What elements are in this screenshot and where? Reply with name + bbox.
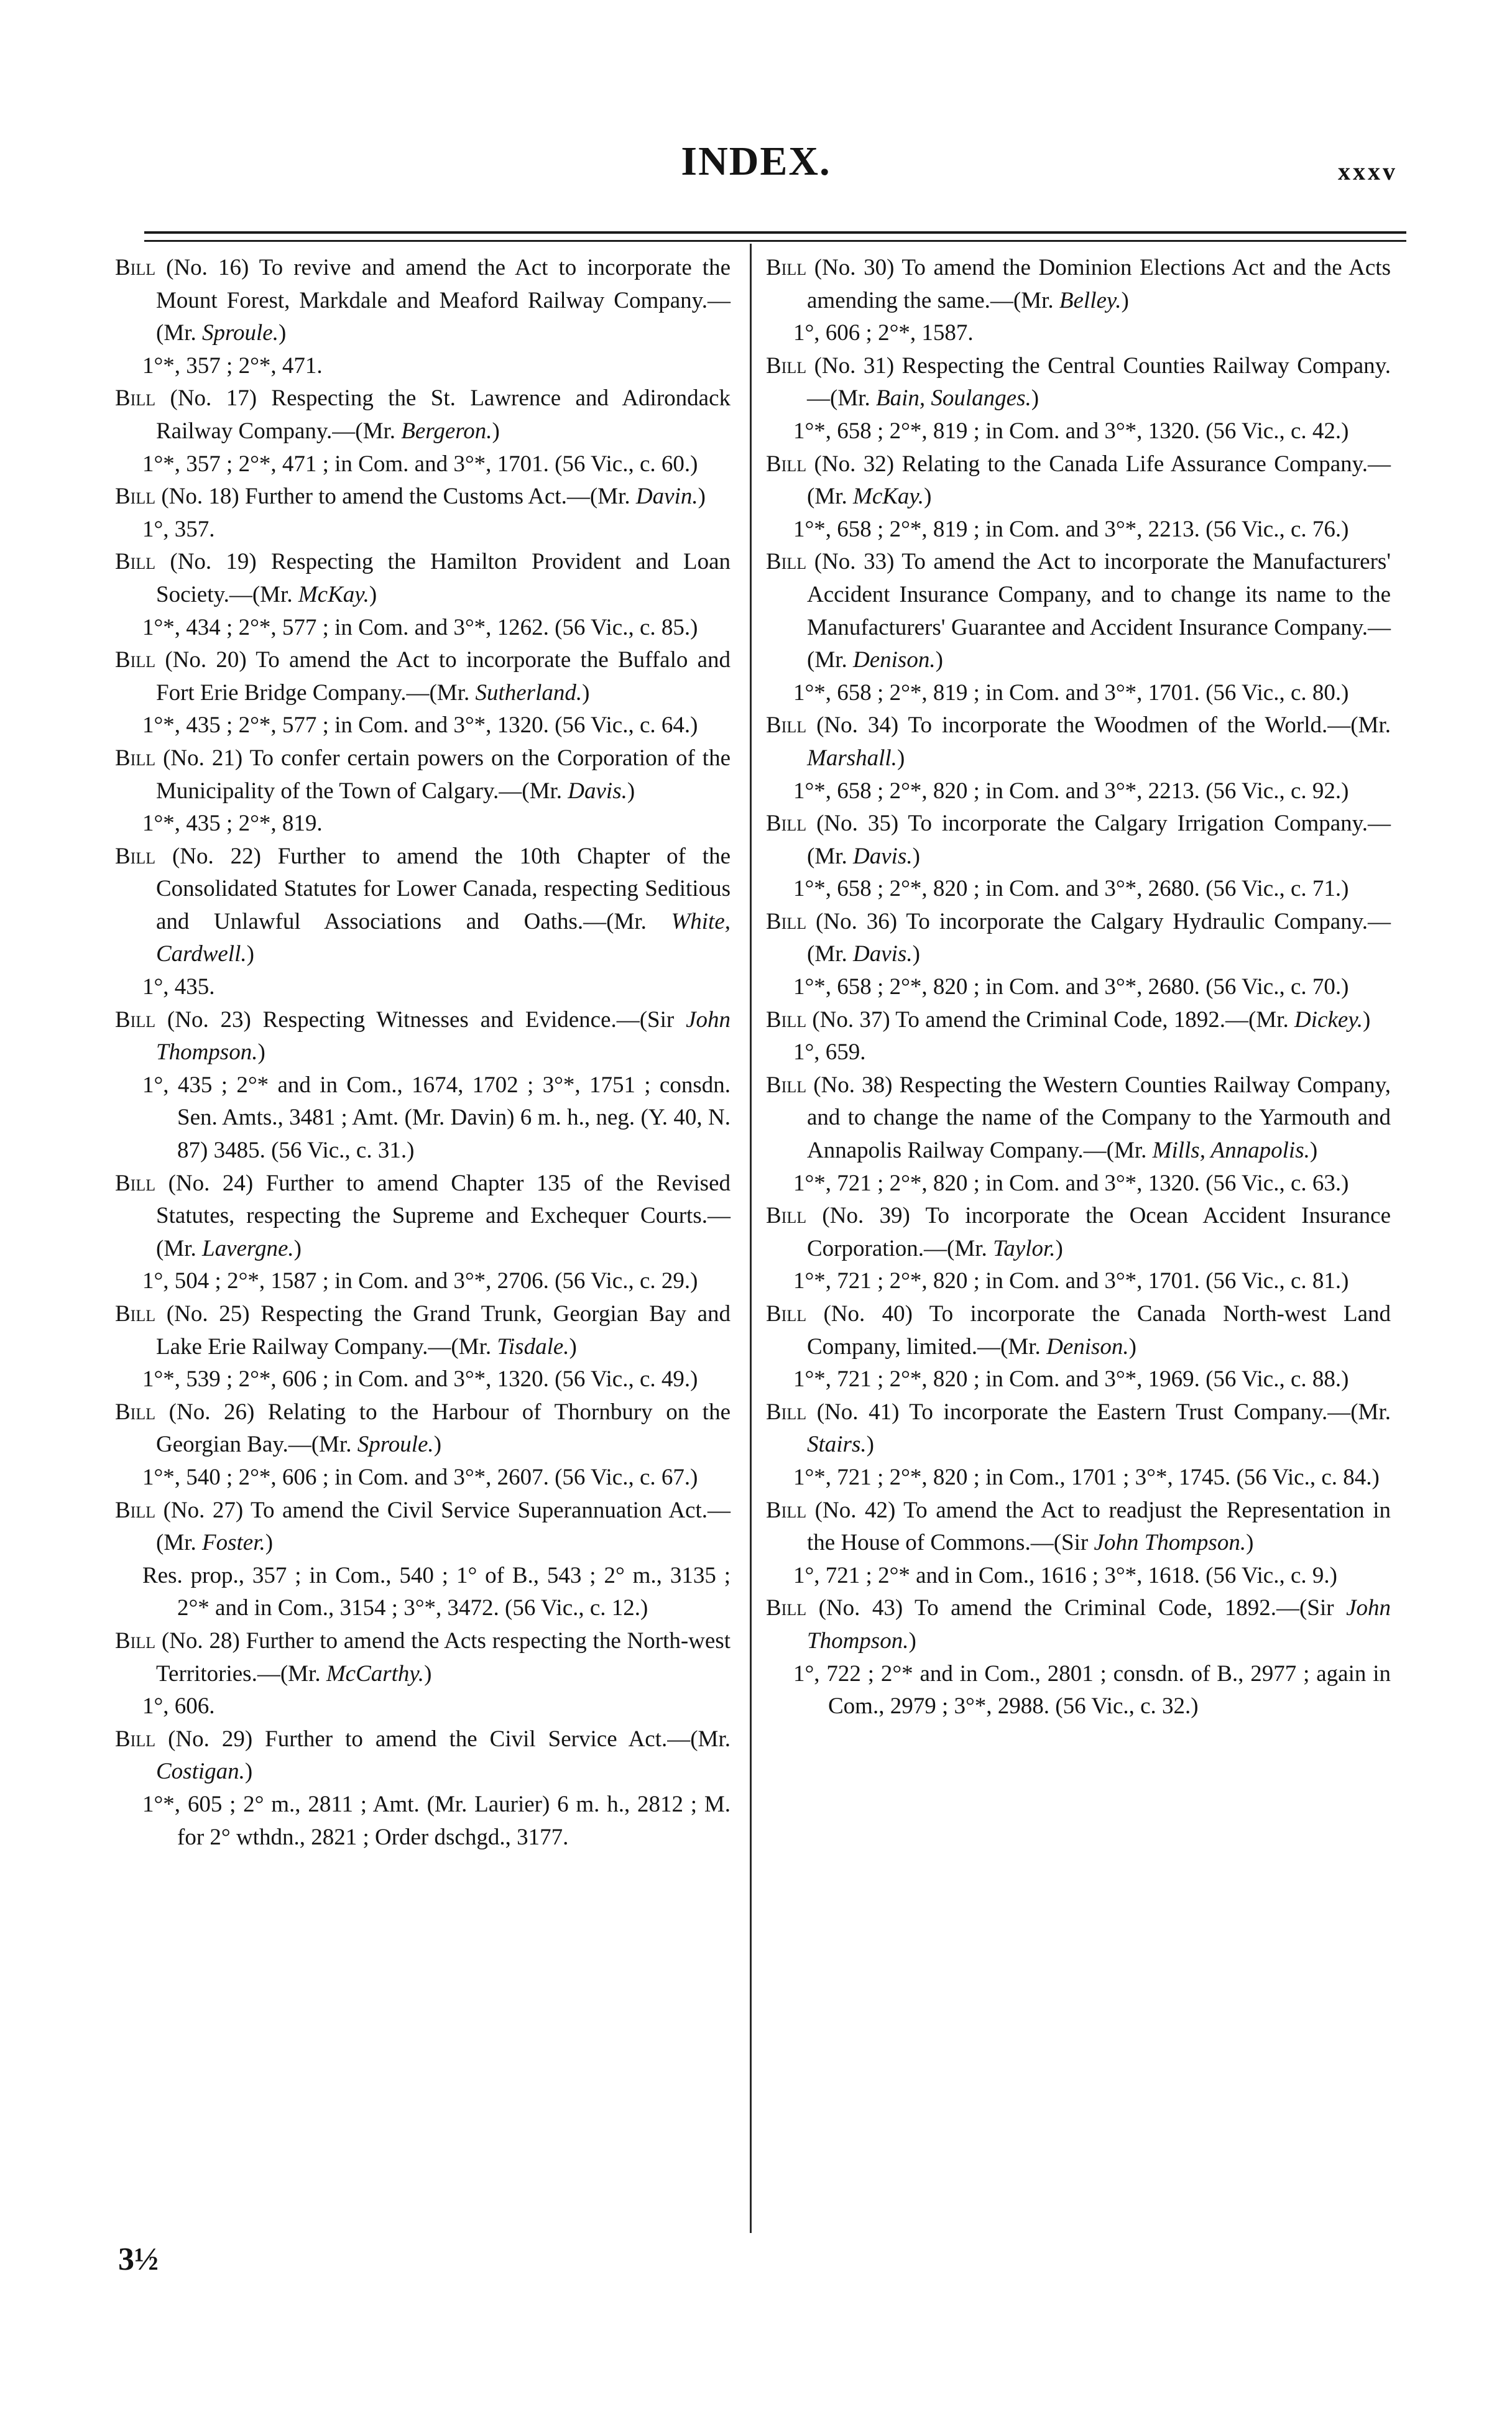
entry-heading <box>115 1723 731 1789</box>
entry-sponsor: Denison. <box>1046 1333 1129 1360</box>
entry-heading <box>766 1592 1391 1657</box>
entry-title: (No. 40) To incorporate the Canada North-west Land Company, limited.—(Mr. <box>806 1301 1391 1360</box>
bill-label: Bill <box>115 1497 156 1523</box>
entry-references: Res. prop., 357 ; in Com., 540 ; 1° of B., 543 ; 2° m., 3135 ; 2°* and in Com., 3154 ; 3°*, 3472. (56 Vic., c. 12.) <box>142 1562 731 1621</box>
index-entry <box>115 1167 731 1298</box>
bill-label: Bill <box>766 1301 807 1327</box>
entry-sponsor: Marshall. <box>807 745 897 771</box>
entry-heading <box>115 840 731 971</box>
entry-heading <box>766 1200 1391 1265</box>
entry-close: ) <box>257 1039 265 1066</box>
bill-label: Bill <box>766 255 807 280</box>
entry-sponsor: Sproule. <box>357 1432 434 1458</box>
entry-title: (No. 38) Respecting the Western Counties Railway Company, and to change the name of the Company to the Yarmouth and Annapolis Railway Company.—(Mr. <box>806 1072 1391 1164</box>
entry-sponsor: Mills, Annapolis. <box>1152 1138 1310 1164</box>
bill-label: Bill <box>766 1203 807 1229</box>
entry-sponsor: Sproule. <box>202 320 279 346</box>
entry-close: ) <box>698 484 706 510</box>
entry-references: 1°*, 435 ; 2°*, 819. <box>142 811 323 837</box>
entry-references: 1°*, 357 ; 2°*, 471 ; in Com. and 3°*, 1701. (56 Vic., c. 60.) <box>142 451 698 477</box>
entry-references: 1°*, 721 ; 2°*, 820 ; in Com. and 3°*, 1320. (56 Vic., c. 63.) <box>793 1170 1349 1196</box>
bill-label: Bill <box>766 1072 807 1098</box>
entry-title: (No. 34) To incorporate the Woodmen of the World.—(Mr. <box>806 712 1391 739</box>
entry-references: 1°, 435 ; 2°* and in Com., 1674, 1702 ; 3°*, 1751 ; consdn. Sen. Amts., 3481 ; Amt. (Mr. Davin) 6 m. h., neg. (Y. 40, N. 87) 3485. (56 Vic., c. 31.) <box>142 1072 731 1164</box>
entry-heading <box>766 546 1391 676</box>
entry-references: 1°*, 658 ; 2°*, 820 ; in Com. and 3°*, 2213. (56 Vic., c. 92.) <box>793 778 1349 804</box>
entry-heading <box>766 1396 1391 1462</box>
bill-label: Bill <box>766 352 807 379</box>
entry-close: ) <box>569 1333 577 1360</box>
entry-sponsor: Taylor. <box>993 1235 1056 1261</box>
index-entry <box>115 546 731 644</box>
entry-close: ) <box>1121 287 1129 313</box>
bill-label: Bill <box>115 255 156 280</box>
entry-close: ) <box>912 941 920 967</box>
entry-close: ) <box>1309 1138 1318 1164</box>
entry-title: (No. 20) To amend the Act to incorporate the Buffalo and Fort Erie Bridge Company.—(Mr. <box>155 647 731 706</box>
index-entry <box>115 1625 731 1723</box>
bill-label: Bill <box>766 1497 807 1523</box>
entry-heading <box>115 742 731 808</box>
entry-heading <box>766 448 1391 513</box>
index-entry <box>115 1494 731 1625</box>
entry-references: 1°*, 539 ; 2°*, 606 ; in Com. and 3°*, 1320. (56 Vic., c. 49.) <box>142 1366 698 1393</box>
entry-references: 1°*, 658 ; 2°*, 820 ; in Com. and 3°*, 2680. (56 Vic., c. 71.) <box>793 876 1349 902</box>
entry-title: (No. 32) Relating to the Canada Life Assurance Company.—(Mr. <box>806 451 1391 510</box>
entry-sponsor: John Thompson. <box>1094 1530 1247 1556</box>
entry-sponsor: White, Cardwell. <box>156 908 731 967</box>
entry-references: 1°, 659. <box>793 1039 866 1066</box>
index-entry <box>766 350 1391 448</box>
entry-heading <box>766 252 1391 317</box>
entry-heading <box>115 1396 731 1462</box>
entry-title: (No. 17) Respecting the St. Lawrence and Adirondack Railway Company.—(Mr. <box>155 385 731 444</box>
header-rule-thin <box>144 240 1406 242</box>
entry-references: 1°*, 605 ; 2° m., 2811 ; Amt. (Mr. Laurier) 6 m. h., 2812 ; M. for 2° wthdn., 2821 ; Order dschgd., 3177. <box>142 1791 731 1850</box>
entry-heading <box>766 1298 1391 1363</box>
index-column-left <box>115 252 731 1854</box>
entry-sponsor: John Thompson. <box>156 1006 731 1066</box>
bill-label: Bill <box>115 647 156 673</box>
entry-heading <box>115 382 731 448</box>
entry-sponsor: Lavergne. <box>202 1235 294 1261</box>
entry-heading <box>115 252 731 350</box>
entry-sponsor: Sutherland. <box>475 679 583 706</box>
entry-heading <box>115 1625 731 1690</box>
bill-label: Bill <box>115 484 156 510</box>
entry-title: (No. 31) Respecting the Central Counties Railway Company.—(Mr. <box>806 352 1391 412</box>
index-entry <box>766 1069 1391 1200</box>
entry-heading <box>115 644 731 709</box>
index-entry <box>766 1494 1391 1593</box>
bill-label: Bill <box>115 1628 156 1654</box>
page-number: xxxv <box>1338 157 1398 185</box>
entry-title: (No. 35) To incorporate the Calgary Irrigation Company.—(Mr. <box>806 811 1391 869</box>
entry-references: 1°*, 658 ; 2°*, 819 ; in Com. and 3°*, 1320. (56 Vic., c. 42.) <box>793 418 1349 444</box>
entry-references: 1°*, 658 ; 2°*, 819 ; in Com. and 3°*, 2213. (56 Vic., c. 76.) <box>793 516 1349 542</box>
index-entry <box>766 1004 1391 1069</box>
entry-heading <box>766 350 1391 415</box>
entry-close: ) <box>1031 385 1040 412</box>
bill-label: Bill <box>766 1595 807 1621</box>
entry-heading <box>766 1004 1391 1037</box>
index-entry <box>766 1298 1391 1396</box>
entry-sponsor: McCarthy. <box>326 1660 425 1687</box>
index-entry <box>766 709 1391 808</box>
index-entry <box>115 644 731 742</box>
entry-close: ) <box>1055 1235 1063 1261</box>
index-column-right <box>766 252 1391 1723</box>
entry-sponsor: Belley. <box>1059 287 1122 313</box>
entry-references: 1°, 606. <box>142 1693 215 1720</box>
bill-label: Bill <box>766 712 807 739</box>
bill-label: Bill <box>766 451 807 477</box>
entry-close: ) <box>369 581 377 607</box>
entry-references: 1°*, 721 ; 2°*, 820 ; in Com. and 3°*, 1969. (56 Vic., c. 88.) <box>793 1366 1349 1393</box>
bill-label: Bill <box>766 1006 807 1033</box>
entry-references: 1°, 722 ; 2°* and in Com., 2801 ; consdn. of B., 2977 ; again in Com., 2979 ; 3°*, 2988. (56 Vic., c. 32.) <box>793 1660 1391 1720</box>
entry-heading <box>115 1494 731 1560</box>
entry-title: (No. 23) Respecting Witnesses and Evidence.—(Sir <box>155 1006 686 1033</box>
entry-close: ) <box>912 843 920 869</box>
entry-references: 1°*, 721 ; 2°*, 820 ; in Com., 1701 ; 3°*, 1745. (56 Vic., c. 84.) <box>793 1464 1380 1490</box>
entry-sponsor: Davis. <box>568 778 627 804</box>
entry-title: (No. 19) Respecting the Hamilton Provident and Loan Society.—(Mr. <box>155 549 731 607</box>
index-entry <box>115 1298 731 1396</box>
index-entry <box>115 1004 731 1167</box>
entry-title: (No. 41) To incorporate the Eastern Trust Company.—(Mr. <box>806 1399 1391 1425</box>
entry-title: (No. 25) Respecting the Grand Trunk, Georgian Bay and Lake Erie Railway Company.—(Mr. <box>155 1301 731 1360</box>
entry-heading <box>766 808 1391 873</box>
bill-label: Bill <box>766 1399 807 1425</box>
entry-close: ) <box>293 1235 302 1261</box>
index-entry <box>766 1592 1391 1723</box>
signature-mark: 3½ <box>118 2242 159 2277</box>
bill-label: Bill <box>766 908 807 934</box>
entry-heading <box>115 481 731 513</box>
entry-references: 1°*, 435 ; 2°*, 577 ; in Com. and 3°*, 1320. (56 Vic., c. 64.) <box>142 712 698 739</box>
entry-title: (No. 30) To amend the Dominion Elections Act and the Acts amending the same.—(Mr. <box>806 255 1391 313</box>
index-entry <box>115 252 731 382</box>
entry-title: (No. 16) To revive and amend the Act to incorporate the Mount Forest, Markdale and Meaford Railway Company.—(Mr. <box>155 255 731 346</box>
entry-references: 1°*, 658 ; 2°*, 820 ; in Com. and 3°*, 2680. (56 Vic., c. 70.) <box>793 974 1349 1000</box>
entry-title: (No. 36) To incorporate the Calgary Hydraulic Company.—(Mr. <box>806 908 1391 967</box>
entry-sponsor: Costigan. <box>156 1759 245 1785</box>
bill-label: Bill <box>115 549 156 575</box>
entry-close: ) <box>1362 1006 1371 1033</box>
index-entry <box>766 808 1391 906</box>
entry-sponsor: Davis. <box>853 941 913 967</box>
entry-close: ) <box>627 778 635 804</box>
entry-heading <box>115 1298 731 1363</box>
entry-close: ) <box>244 1759 253 1785</box>
entry-title: (No. 27) To amend the Civil Service Superannuation Act.—(Mr. <box>155 1497 731 1556</box>
entry-close: ) <box>935 647 943 673</box>
entry-title: (No. 18) Further to amend the Customs Act.—(Mr. <box>155 484 636 510</box>
entry-close: ) <box>424 1660 432 1687</box>
entry-sponsor: Davin. <box>635 484 698 510</box>
entry-references: 1°*, 434 ; 2°*, 577 ; in Com. and 3°*, 1262. (56 Vic., c. 85.) <box>142 614 698 640</box>
entry-sponsor: Dickey. <box>1294 1006 1363 1033</box>
index-entry <box>115 840 731 1004</box>
entry-close: ) <box>265 1530 274 1556</box>
entry-sponsor: McKay. <box>853 484 924 510</box>
entry-close: ) <box>908 1628 916 1654</box>
entry-close: ) <box>866 1432 874 1458</box>
entry-heading <box>115 1004 731 1069</box>
entry-heading <box>766 1069 1391 1167</box>
entry-close: ) <box>278 320 287 346</box>
index-entry <box>766 1200 1391 1298</box>
entry-heading <box>766 709 1391 775</box>
entry-sponsor: Tisdale. <box>497 1333 569 1360</box>
entry-sponsor: Denison. <box>853 647 936 673</box>
entry-close: ) <box>897 745 905 771</box>
entry-title: (No. 21) To confer certain powers on the Corporation of the Municipality of the Town of Calgary.—(Mr. <box>155 745 731 804</box>
entry-close: ) <box>246 941 254 967</box>
index-entry <box>766 546 1391 709</box>
entry-title: (No. 26) Relating to the Harbour of Thornbury on the Georgian Bay.—(Mr. <box>155 1399 731 1458</box>
bill-label: Bill <box>115 385 156 412</box>
entry-title: (No. 29) Further to amend the Civil Service Act.—(Mr. <box>155 1726 731 1752</box>
entry-sponsor: John Thompson. <box>807 1595 1391 1654</box>
entry-title: (No. 39) To incorporate the Ocean Accident Insurance Corporation.—(Mr. <box>806 1203 1391 1261</box>
index-entry <box>115 382 731 481</box>
page-title: INDEX. <box>681 139 831 184</box>
entry-close: ) <box>433 1432 442 1458</box>
entry-title: (No. 33) To amend the Act to incorporate the Manufacturers' Accident Insurance Company, and to change its name to the Manufacturers' Guarantee and Accident Insurance Company.—(Mr. <box>806 549 1391 673</box>
entry-close: ) <box>1246 1530 1254 1556</box>
entry-references: 1°, 435. <box>142 974 215 1000</box>
entry-title: (No. 42) To amend the Act to readjust the Representation in the House of Commons.—(Sir <box>806 1497 1391 1556</box>
entry-title: (No. 24) Further to amend Chapter 135 of the Revised Statutes, respecting the Supreme and Exchequer Courts.—(Mr. <box>155 1170 731 1261</box>
index-entry <box>766 252 1391 350</box>
entry-title: (No. 22) Further to amend the 10th Chapter of the Consolidated Statutes for Lower Canada, respecting Seditious and Unlawful Associations and Oaths.—(Mr. <box>155 843 731 934</box>
entry-references: 1°*, 357 ; 2°*, 471. <box>142 352 323 379</box>
bill-label: Bill <box>115 1170 156 1196</box>
entry-references: 1°, 357. <box>142 516 215 542</box>
entry-heading <box>115 1167 731 1266</box>
index-entry <box>115 742 731 840</box>
entry-references: 1°*, 540 ; 2°*, 606 ; in Com. and 3°*, 2607. (56 Vic., c. 67.) <box>142 1464 698 1490</box>
index-entry <box>115 481 731 546</box>
entry-references: 1°, 504 ; 2°*, 1587 ; in Com. and 3°*, 2706. (56 Vic., c. 29.) <box>142 1268 698 1294</box>
index-entry <box>766 906 1391 1004</box>
entry-close: ) <box>492 418 500 444</box>
index-entry <box>115 1723 731 1854</box>
column-divider <box>750 244 752 2233</box>
entry-heading <box>115 546 731 611</box>
entry-references: 1°*, 658 ; 2°*, 819 ; in Com. and 3°*, 1701. (56 Vic., c. 80.) <box>793 679 1349 706</box>
entry-close: ) <box>582 679 590 706</box>
entry-title: (No. 37) To amend the Criminal Code, 1892.—(Mr. <box>806 1006 1295 1033</box>
entry-references: 1°, 721 ; 2°* and in Com., 1616 ; 3°*, 1618. (56 Vic., c. 9.) <box>793 1562 1337 1588</box>
bill-label: Bill <box>115 843 156 869</box>
entry-sponsor: Bain, Soulanges. <box>876 385 1031 412</box>
bill-label: Bill <box>115 745 156 771</box>
index-entry <box>115 1396 731 1494</box>
bill-label: Bill <box>115 1726 156 1752</box>
entry-sponsor: Stairs. <box>807 1432 867 1458</box>
entry-title: (No. 28) Further to amend the Acts respecting the North-west Territories.—(Mr. <box>155 1628 731 1687</box>
entry-references: 1°*, 721 ; 2°*, 820 ; in Com. and 3°*, 1701. (56 Vic., c. 81.) <box>793 1268 1349 1294</box>
entry-sponsor: Foster. <box>202 1530 265 1556</box>
entry-sponsor: Bergeron. <box>401 418 492 444</box>
header-rule-thick <box>144 231 1406 234</box>
entry-sponsor: McKay. <box>298 581 369 607</box>
bill-label: Bill <box>766 549 807 575</box>
entry-heading <box>766 906 1391 971</box>
bill-label: Bill <box>115 1006 156 1033</box>
entry-close: ) <box>924 484 932 510</box>
entry-references: 1°, 606 ; 2°*, 1587. <box>793 320 974 346</box>
index-entry <box>766 1396 1391 1494</box>
entry-title: (No. 43) To amend the Criminal Code, 1892.—(Sir <box>806 1595 1347 1621</box>
entry-sponsor: Davis. <box>853 843 913 869</box>
bill-label: Bill <box>115 1301 156 1327</box>
entry-heading <box>766 1494 1391 1560</box>
entry-close: ) <box>1128 1333 1136 1360</box>
bill-label: Bill <box>115 1399 156 1425</box>
bill-label: Bill <box>766 811 807 837</box>
index-entry <box>766 448 1391 546</box>
